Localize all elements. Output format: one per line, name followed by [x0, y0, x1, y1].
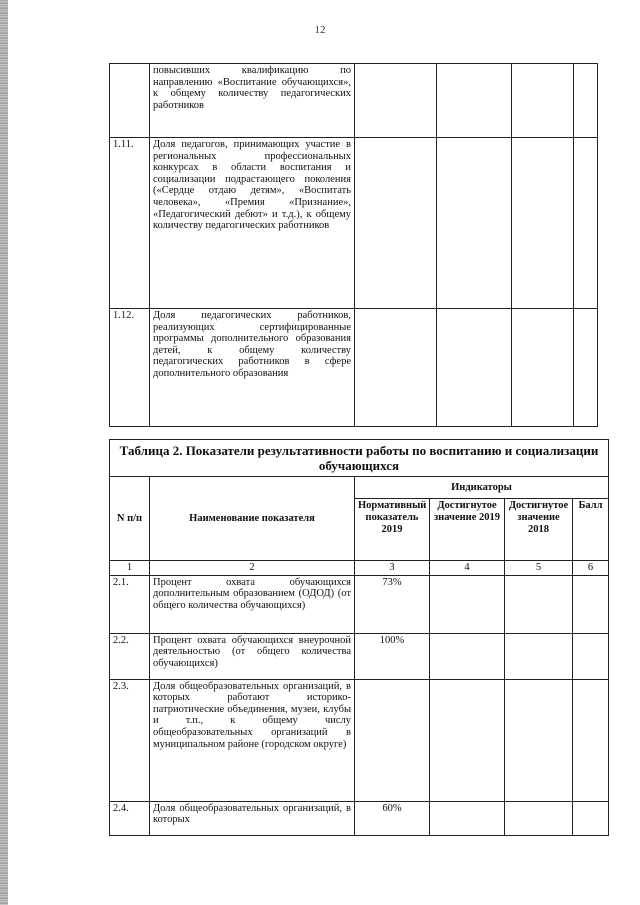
- empty-cell: [355, 309, 437, 427]
- column-number: 3: [355, 561, 430, 576]
- empty-cell: [437, 138, 512, 309]
- header-achieved-2019: Достигнутое значение 2019: [430, 499, 505, 561]
- table-row: [110, 575, 609, 633]
- indicator-name: повысивших квалификацию по направлению «Воспитание обучающихся», к общему количеству педагогических работников: [150, 64, 355, 138]
- empty-cell: [355, 64, 437, 138]
- empty-cell: [573, 801, 609, 835]
- empty-cell: [573, 633, 609, 679]
- table-caption: Таблица 2. Показатели результативности работы по воспитанию и социализации обучающихся: [110, 440, 609, 477]
- empty-cell: [505, 801, 573, 835]
- row-number: 1.12.: [110, 309, 150, 427]
- empty-cell: [355, 138, 437, 309]
- column-number-row: [110, 561, 609, 576]
- normative-value: 73%: [355, 575, 430, 633]
- header-indicators: Индикаторы: [355, 477, 609, 499]
- row-number: [110, 64, 150, 138]
- indicator-name: Процент охвата обучающихся внеурочной деятельностью (от общего количества обучающихся): [150, 633, 355, 679]
- row-number: 2.1.: [110, 575, 150, 633]
- column-number: 1: [110, 561, 150, 576]
- normative-value: [355, 679, 430, 801]
- row-number: 1.11.: [110, 138, 150, 309]
- table-row: [110, 679, 609, 801]
- empty-cell: [430, 633, 505, 679]
- empty-cell: [574, 138, 598, 309]
- row-number: 2.4.: [110, 801, 150, 835]
- empty-cell: [437, 64, 512, 138]
- indicator-name: Доля общеобразовательных организаций, в которых: [150, 801, 355, 835]
- row-number: 2.3.: [110, 679, 150, 801]
- indicator-name: Доля педагогов, принимающих участие в региональных профессиональных конкурсах в области воспитания и социализации подрастающего поколения («Сердце отдаю детям», «Воспитать человека», «Премия «Признание», «Педагогический дебют» и т.д.), к общему количеству педагогических работников: [150, 138, 355, 309]
- indicators-table-2: [109, 439, 609, 836]
- empty-cell: [430, 801, 505, 835]
- column-number: 5: [505, 561, 573, 576]
- header-normative: Нормативный показатель 2019: [355, 499, 430, 561]
- table-row: [110, 138, 598, 309]
- empty-cell: [512, 309, 574, 427]
- indicator-name: Процент охвата обучающихся дополнительным образованием (ОДОД) (от общего количества обучающихся): [150, 575, 355, 633]
- empty-cell: [573, 679, 609, 801]
- normative-value: 60%: [355, 801, 430, 835]
- column-number: 4: [430, 561, 505, 576]
- empty-cell: [512, 138, 574, 309]
- page-number: 12: [314, 24, 326, 36]
- header-score: Балл: [573, 499, 609, 561]
- empty-cell: [512, 64, 574, 138]
- column-number: 2: [150, 561, 355, 576]
- empty-cell: [505, 575, 573, 633]
- table-row: [110, 633, 609, 679]
- empty-cell: [574, 64, 598, 138]
- indicators-table-1: [109, 63, 598, 427]
- header-num: N п/п: [110, 477, 150, 561]
- table-row: [110, 801, 609, 835]
- normative-value: 100%: [355, 633, 430, 679]
- table-caption-row: [110, 440, 609, 477]
- header-name: Наименование показателя: [150, 477, 355, 561]
- indicator-name: Доля педагогических работников, реализующих сертифицированные программы дополнительного образования детей, к общему количеству педагогических работников в сфере дополнительного образования: [150, 309, 355, 427]
- empty-cell: [430, 679, 505, 801]
- table-row: [110, 64, 598, 138]
- empty-cell: [505, 633, 573, 679]
- empty-cell: [505, 679, 573, 801]
- empty-cell: [430, 575, 505, 633]
- empty-cell: [437, 309, 512, 427]
- empty-cell: [574, 309, 598, 427]
- indicator-name: Доля общеобразовательных организаций, в которых работают историко-патриотические объединения, музеи, клубы и т.п., к общему числу общеобразовательных организаций в муниципальном районе (городском округе): [150, 679, 355, 801]
- header-row: [110, 477, 609, 499]
- row-number: 2.2.: [110, 633, 150, 679]
- column-number: 6: [573, 561, 609, 576]
- header-achieved-2018: Достигнутое значение 2018: [505, 499, 573, 561]
- table-row: [110, 309, 598, 427]
- scan-edge: [0, 0, 8, 905]
- empty-cell: [573, 575, 609, 633]
